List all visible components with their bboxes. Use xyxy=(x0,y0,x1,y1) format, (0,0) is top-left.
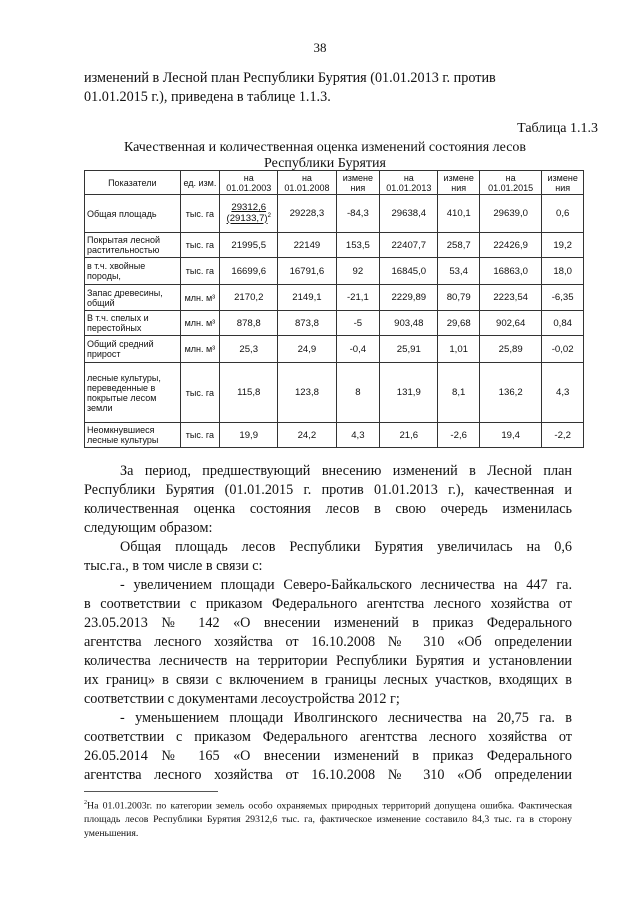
unit-cell: тыс. га xyxy=(180,363,220,423)
table-row xyxy=(85,195,584,233)
value-cell: 136,2 xyxy=(479,363,541,423)
text-line: - уменьшением площади Иволгинского лесничества на 20,75 га. в xyxy=(120,710,572,726)
text-line: 01.01.2015 г.), приведена в таблице 1.1.3. xyxy=(84,89,331,105)
value-cell: 25,89 xyxy=(479,336,541,363)
unit-cell: тыс. га xyxy=(180,233,220,258)
value-cell: 2229,89 xyxy=(380,285,438,311)
value-cell: 131,9 xyxy=(380,363,438,423)
text-line: в соответствии с приказом Федерального агентства лесного хозяйства от xyxy=(84,596,572,612)
footnote xyxy=(84,796,572,841)
text-line: количественная оценка состояния лесов в свою очередь изменилась xyxy=(84,501,572,517)
text-line: агентства лесного хозяйства от 16.10.2008 № 310 «Об определении xyxy=(84,634,572,650)
value-cell: 2149,1 xyxy=(278,285,336,311)
table-row xyxy=(85,233,584,258)
row-label: Общий средний прирост xyxy=(85,336,181,363)
text-line: Республики Бурятия (01.01.2015 г. против 01.01.2013 г.), качественная и xyxy=(84,482,572,498)
table-row xyxy=(85,363,584,423)
value-cell: 878,8 xyxy=(220,311,278,336)
footnote-mark: 2 xyxy=(84,800,87,806)
table-header-row xyxy=(85,171,584,195)
table-row xyxy=(85,423,584,448)
value-cell: 19,2 xyxy=(542,233,584,258)
value-cell: 92 xyxy=(336,258,380,285)
row-label: в т.ч. хвойные породы, xyxy=(85,258,181,285)
text-line: - увеличением площади Северо-Байкальского лесничества на 447 га. xyxy=(120,577,572,593)
table-title-line: Республики Бурятия xyxy=(264,156,386,171)
value-cell: 258,7 xyxy=(438,233,480,258)
unit-cell: млн. м³ xyxy=(180,311,220,336)
col-header: измене ния xyxy=(336,171,380,195)
value-cell: 22426,9 xyxy=(479,233,541,258)
unit-cell: тыс. га xyxy=(180,258,220,285)
table-row xyxy=(85,311,584,336)
row-label: Покрытая лесной растительностью xyxy=(85,233,181,258)
value-cell: 29228,3 xyxy=(278,195,336,233)
unit-cell: млн. м³ xyxy=(180,336,220,363)
col-header: на 01.01.2003 xyxy=(220,171,278,195)
row-label: Запас древесины, общий xyxy=(85,285,181,311)
value-cell: 4,3 xyxy=(542,363,584,423)
text-line: их границ» в связи с включением в границы лесных участков, входящих в xyxy=(84,672,572,688)
value-cell: -21,1 xyxy=(336,285,380,311)
row-label: Неомкнувшиеся лесные культуры xyxy=(85,423,181,448)
value-cell: 2223,54 xyxy=(479,285,541,311)
value-cell: 4,3 xyxy=(336,423,380,448)
body-paragraph xyxy=(84,462,572,785)
row-label: Общая площадь xyxy=(85,195,181,233)
value-cell: 16791,6 xyxy=(278,258,336,285)
col-header: ед. изм. xyxy=(180,171,220,195)
forest-assessment-table xyxy=(84,170,584,448)
value-cell: 16699,6 xyxy=(220,258,278,285)
footnote-text: На 01.01.2003г. по категории земель особо охраняемых природных территорий допущена ошибка. Фактическая площадь лесов Республики Бурятия 29312,6 тыс. га, фактическое изменение составило 84,3 тыс. га в сторону уменьшения. xyxy=(84,800,572,840)
value-cell: 29638,4 xyxy=(380,195,438,233)
text-line: соответствии с приказом Федерального агентства лесного хозяйства от xyxy=(84,729,572,745)
unit-cell: млн. м³ xyxy=(180,285,220,311)
table-title-line: Качественная и количественная оценка изменений состояния лесов xyxy=(123,140,527,155)
text-line: Общая площадь лесов Республики Бурятия увеличилась на 0,6 xyxy=(120,539,572,555)
value-cell: 80,79 xyxy=(438,285,480,311)
col-header: на 01.01.2013 xyxy=(380,171,438,195)
value-cell: 19,4 xyxy=(479,423,541,448)
intro-paragraph xyxy=(84,69,572,107)
value-cell: 410,1 xyxy=(438,195,480,233)
value-cell: 115,8 xyxy=(220,363,278,423)
text-line: тыс.га., в том числе в связи с: xyxy=(84,558,263,574)
value-cell: 29,68 xyxy=(438,311,480,336)
value-cell: -0,4 xyxy=(336,336,380,363)
value-2003: 29312,6 xyxy=(231,202,267,214)
text-line: 26.05.2014 № 165 «О внесении изменений в приказ Федерального xyxy=(84,748,572,764)
value-cell: 1,01 xyxy=(438,336,480,363)
text-line: За период, предшествующий внесению изменений в Лесной план xyxy=(120,463,572,479)
value-cell: 29639,0 xyxy=(479,195,541,233)
col-header: на 01.01.2008 xyxy=(278,171,336,195)
value-cell: -5 xyxy=(336,311,380,336)
value-cell: 22407,7 xyxy=(380,233,438,258)
text-line: изменений в Лесной план Республики Бурятия (01.01.2013 г. против xyxy=(84,70,496,86)
col-header: измене ния xyxy=(438,171,480,195)
value-cell: 18,0 xyxy=(542,258,584,285)
value-cell: 25,3 xyxy=(220,336,278,363)
value-cell: -2,2 xyxy=(542,423,584,448)
value-cell: 22149 xyxy=(278,233,336,258)
value-cell: 21995,5 xyxy=(220,233,278,258)
value-cell: 16863,0 xyxy=(479,258,541,285)
value-cell: -2,6 xyxy=(438,423,480,448)
unit-cell: тыс. га xyxy=(180,195,220,233)
value-cell: 902,64 xyxy=(479,311,541,336)
value-cell: 25,91 xyxy=(380,336,438,363)
value-cell: 21,6 xyxy=(380,423,438,448)
table-row xyxy=(85,258,584,285)
value-cell: 53,4 xyxy=(438,258,480,285)
table-row xyxy=(85,336,584,363)
value-cell: 8,1 xyxy=(438,363,480,423)
text-line: соответствии с документами лесоустройства 2012 г; xyxy=(84,691,400,707)
value-cell: -0,02 xyxy=(542,336,584,363)
col-header: на 01.01.2015 xyxy=(479,171,541,195)
col-header: Показатели xyxy=(85,171,181,195)
value-cell: 0,84 xyxy=(542,311,584,336)
value-cell: 123,8 xyxy=(278,363,336,423)
value-cell xyxy=(220,195,278,233)
text-line: агентства лесного хозяйства от 16.10.2008 № 310 «Об определении xyxy=(84,767,572,783)
value-2003-corrected: (29133,7) xyxy=(226,213,268,225)
value-cell: 873,8 xyxy=(278,311,336,336)
value-cell: 903,48 xyxy=(380,311,438,336)
value-cell: 153,5 xyxy=(336,233,380,258)
footnote-ref: 2 xyxy=(267,213,271,220)
value-cell: 19,9 xyxy=(220,423,278,448)
value-cell: 0,6 xyxy=(542,195,584,233)
value-cell: 24,9 xyxy=(278,336,336,363)
page-number: 38 xyxy=(313,40,327,55)
col-header: измене ния xyxy=(542,171,584,195)
value-cell: -84,3 xyxy=(336,195,380,233)
value-cell: 24,2 xyxy=(278,423,336,448)
table-caption: Таблица 1.1.3 xyxy=(517,121,598,136)
table-row xyxy=(85,285,584,311)
value-cell: -6,35 xyxy=(542,285,584,311)
row-label: В т.ч. спелых и перестойных xyxy=(85,311,181,336)
footnote-divider xyxy=(84,791,218,792)
unit-cell: тыс. га xyxy=(180,423,220,448)
value-cell: 2170,2 xyxy=(220,285,278,311)
text-line: 23.05.2013 № 142 «О внесении изменений в приказ Федерального xyxy=(84,615,572,631)
text-line: количества лесничеств на территории Республики Бурятия и установлении xyxy=(84,653,572,669)
value-cell: 8 xyxy=(336,363,380,423)
text-line: следующим образом: xyxy=(84,520,213,536)
value-cell: 16845,0 xyxy=(380,258,438,285)
table-title xyxy=(60,140,590,172)
row-label: лесные культуры, переведенные в покрытые лесом земли xyxy=(85,363,181,423)
